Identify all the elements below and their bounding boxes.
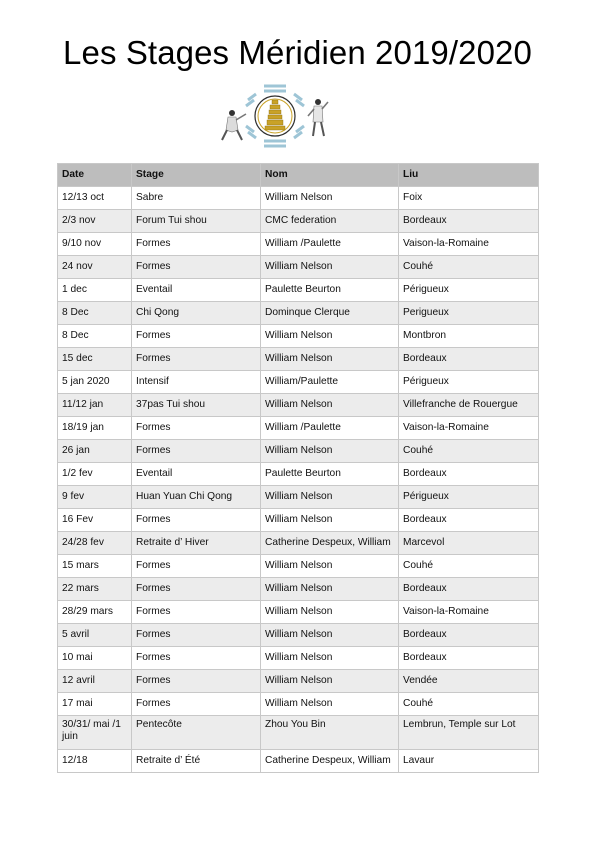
- cell-nom: William/Paulette: [261, 371, 399, 394]
- cell-date: 9 fev: [58, 486, 132, 509]
- cell-stage: Forum Tui shou: [132, 210, 261, 233]
- table-row: [58, 509, 539, 532]
- column-header-liu: Liu: [399, 164, 539, 187]
- cell-liu: Couhé: [399, 440, 539, 463]
- cell-stage: Formes: [132, 348, 261, 371]
- cell-stage: Formes: [132, 256, 261, 279]
- column-header-stage: Stage: [132, 164, 261, 187]
- cell-date: 28/29 mars: [58, 601, 132, 624]
- table-row: [58, 187, 539, 210]
- cell-liu: Vaison-la-Romaine: [399, 233, 539, 256]
- cell-liu: Foix: [399, 187, 539, 210]
- cell-liu: Périgueux: [399, 371, 539, 394]
- cell-date: 24/28 fev: [58, 532, 132, 555]
- tai-chi-tower-emblem-icon: [218, 80, 332, 152]
- cell-stage: Sabre: [132, 187, 261, 210]
- table-row: [58, 647, 539, 670]
- cell-stage: Formes: [132, 233, 261, 256]
- cell-date: 8 Dec: [58, 302, 132, 325]
- table-row: [58, 578, 539, 601]
- table-row: [58, 371, 539, 394]
- cell-liu: Montbron: [399, 325, 539, 348]
- cell-nom: William Nelson: [261, 348, 399, 371]
- cell-nom: William /Paulette: [261, 417, 399, 440]
- cell-stage: Eventail: [132, 279, 261, 302]
- cell-liu: Villefranche de Rouergue: [399, 394, 539, 417]
- cell-date: 10 mai: [58, 647, 132, 670]
- cell-stage: Retraite d’ Été: [132, 750, 261, 773]
- cell-date: 16 Fev: [58, 509, 132, 532]
- cell-liu: Couhé: [399, 256, 539, 279]
- cell-liu: Couhé: [399, 555, 539, 578]
- cell-nom: Paulette Beurton: [261, 463, 399, 486]
- right-figure-icon: [308, 99, 328, 136]
- cell-stage: 37pas Tui shou: [132, 394, 261, 417]
- cell-date: 15 dec: [58, 348, 132, 371]
- cell-nom: William Nelson: [261, 187, 399, 210]
- cell-nom: William Nelson: [261, 394, 399, 417]
- cell-liu: Bordeaux: [399, 578, 539, 601]
- cell-date: 5 avril: [58, 624, 132, 647]
- cell-date: 8 Dec: [58, 325, 132, 348]
- cell-nom: William /Paulette: [261, 233, 399, 256]
- cell-liu: Bordeaux: [399, 348, 539, 371]
- cell-stage: Chi Qong: [132, 302, 261, 325]
- cell-nom: William Nelson: [261, 486, 399, 509]
- cell-nom: William Nelson: [261, 578, 399, 601]
- table-row: [58, 670, 539, 693]
- cell-liu: Vendée: [399, 670, 539, 693]
- table-row: [58, 417, 539, 440]
- cell-stage: Formes: [132, 624, 261, 647]
- cell-nom: Paulette Beurton: [261, 279, 399, 302]
- cell-stage: Formes: [132, 647, 261, 670]
- table-row: [58, 532, 539, 555]
- stages-schedule-table: [57, 163, 539, 773]
- table-row: [58, 601, 539, 624]
- cell-stage: Formes: [132, 417, 261, 440]
- table-body: [58, 187, 539, 773]
- cell-liu: Lembrun, Temple sur Lot: [399, 716, 539, 750]
- cell-stage: Formes: [132, 670, 261, 693]
- cell-nom: William Nelson: [261, 670, 399, 693]
- cell-stage: Pentecôte: [132, 716, 261, 750]
- table-row: [58, 348, 539, 371]
- table-row: [58, 555, 539, 578]
- table-row: [58, 486, 539, 509]
- table-row: [58, 440, 539, 463]
- table-header-row: [58, 164, 539, 187]
- cell-nom: William Nelson: [261, 624, 399, 647]
- cell-stage: Formes: [132, 509, 261, 532]
- cell-date: 1/2 fev: [58, 463, 132, 486]
- cell-stage: Formes: [132, 325, 261, 348]
- cell-stage: Formes: [132, 555, 261, 578]
- table-row: [58, 256, 539, 279]
- cell-date: 12/13 oct: [58, 187, 132, 210]
- cell-liu: Lavaur: [399, 750, 539, 773]
- table-row: [58, 716, 539, 750]
- cell-stage: Intensif: [132, 371, 261, 394]
- cell-nom: William Nelson: [261, 601, 399, 624]
- cell-liu: Périgueux: [399, 279, 539, 302]
- cell-liu: Marcevol: [399, 532, 539, 555]
- cell-date: 24 nov: [58, 256, 132, 279]
- cell-liu: Bordeaux: [399, 509, 539, 532]
- cell-nom: Catherine Despeux, William: [261, 750, 399, 773]
- cell-date: 1 dec: [58, 279, 132, 302]
- table-row: [58, 624, 539, 647]
- cell-date: 5 jan 2020: [58, 371, 132, 394]
- cell-stage: Huan Yuan Chi Qong: [132, 486, 261, 509]
- cell-date: 30/31/ mai /1 juin: [58, 716, 132, 750]
- cell-nom: Zhou You Bin: [261, 716, 399, 750]
- cell-nom: William Nelson: [261, 256, 399, 279]
- cell-date: 2/3 nov: [58, 210, 132, 233]
- table-row: [58, 394, 539, 417]
- cell-date: 26 jan: [58, 440, 132, 463]
- cell-date: 9/10 nov: [58, 233, 132, 256]
- cell-liu: Perigueux: [399, 302, 539, 325]
- cell-nom: William Nelson: [261, 509, 399, 532]
- table-row: [58, 325, 539, 348]
- cell-liu: Vaison-la-Romaine: [399, 601, 539, 624]
- cell-date: 12/18: [58, 750, 132, 773]
- cell-stage: Formes: [132, 440, 261, 463]
- page-title: Les Stages Méridien 2019/2020: [63, 34, 532, 71]
- cell-date: 12 avril: [58, 670, 132, 693]
- cell-nom: William Nelson: [261, 647, 399, 670]
- cell-nom: William Nelson: [261, 693, 399, 716]
- cell-date: 18/19 jan: [58, 417, 132, 440]
- cell-liu: Bordeaux: [399, 624, 539, 647]
- cell-nom: Dominque Clerque: [261, 302, 399, 325]
- table-row: [58, 210, 539, 233]
- cell-liu: Périgueux: [399, 486, 539, 509]
- table-row: [58, 302, 539, 325]
- cell-date: 15 mars: [58, 555, 132, 578]
- cell-nom: William Nelson: [261, 325, 399, 348]
- cell-liu: Bordeaux: [399, 647, 539, 670]
- table-row: [58, 279, 539, 302]
- cell-liu: Bordeaux: [399, 210, 539, 233]
- column-header-nom: Nom: [261, 164, 399, 187]
- left-figure-icon: [222, 110, 246, 140]
- cell-liu: Vaison-la-Romaine: [399, 417, 539, 440]
- cell-nom: William Nelson: [261, 440, 399, 463]
- cell-liu: Couhé: [399, 693, 539, 716]
- cell-liu: Bordeaux: [399, 463, 539, 486]
- cell-stage: Formes: [132, 693, 261, 716]
- column-header-date: Date: [58, 164, 132, 187]
- cell-date: 17 mai: [58, 693, 132, 716]
- cell-date: 22 mars: [58, 578, 132, 601]
- cell-nom: William Nelson: [261, 555, 399, 578]
- cell-stage: Formes: [132, 578, 261, 601]
- table-row: [58, 233, 539, 256]
- table-row: [58, 693, 539, 716]
- table-row: [58, 463, 539, 486]
- cell-stage: Retraite d’ Hiver: [132, 532, 261, 555]
- cell-nom: CMC federation: [261, 210, 399, 233]
- cell-stage: Eventail: [132, 463, 261, 486]
- cell-stage: Formes: [132, 601, 261, 624]
- table-row: [58, 750, 539, 773]
- cell-date: 11/12 jan: [58, 394, 132, 417]
- cell-nom: Catherine Despeux, William: [261, 532, 399, 555]
